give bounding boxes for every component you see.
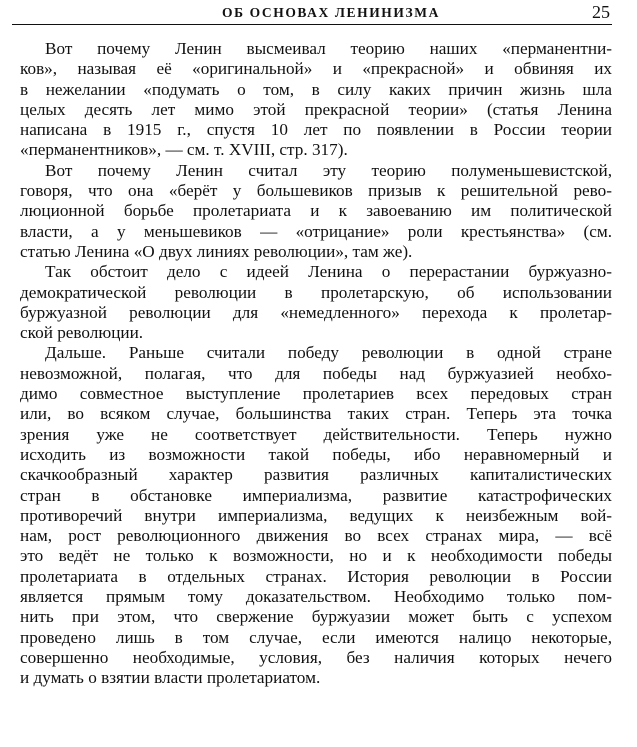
text-line: исходить из возможности такой победы, ибо неравномерный и [20, 444, 612, 464]
text-line: или, во всяком случае, большинства таких стран. Теперь эта точка [20, 404, 612, 424]
paragraph-2 [20, 161, 612, 262]
header-rule [12, 24, 612, 25]
text-line: статью Ленина «О двух линиях революции», там же). [20, 241, 413, 261]
text-line: люционной борьбе пролетариата и к завоеванию им политической [20, 201, 612, 221]
paragraph-4 [20, 343, 612, 688]
text-line: димо совместное выступление пролетариев всех передовых стран [20, 384, 612, 404]
text-line: проведено лишь в том случае, если имеются налицо некоторые, [20, 627, 612, 647]
text-line: Вот почему Ленин высмеивал теорию наших «перманентни- [45, 39, 612, 58]
page-number: 25 [592, 2, 610, 22]
text-line: стран в обстановке империализма, развитие катастрофических [20, 485, 612, 505]
paragraph-1 [20, 39, 612, 161]
body-text [20, 39, 612, 689]
text-line: ской революции. [20, 323, 144, 343]
text-line: это ведёт не только к возможности, но и к необходимости победы [20, 546, 612, 566]
paragraph-3 [20, 262, 612, 343]
text-line: ков», называя её «оригинальной» и «прекрасной» и обвиняя их [20, 59, 612, 79]
text-line: власти, а у меньшевиков — «отрицание» роли крестьянства» (см. [20, 221, 612, 241]
text-line: нам, рост революционного движения во всех странах мира, — всё [20, 526, 612, 546]
text-line: демократической революции в пролетарскую, об использовании [20, 282, 612, 302]
text-line: совершенно необходимые, условия, без наличия которых нечего [20, 647, 612, 667]
text-line: Дальше. Раньше считали победу революции в одной стране [45, 343, 612, 363]
text-line: «перманентников», — см. т. XVIII, стр. 317). [20, 140, 348, 160]
text-line: невозможной, полагая, что для победы над буржуазией необхо- [20, 363, 612, 383]
text-line: пролетариата в отдельных странах. История революции в России [20, 566, 612, 586]
text-line: является прямым тому доказательством. Необходимо только пом- [20, 587, 612, 607]
text-line: нить при этом, что свержение буржуазии может быть с успехом [20, 607, 612, 627]
text-line: в нежелании «подумать о том, в силу каких причин жизнь шла [20, 79, 612, 99]
running-title: ОБ ОСНОВАХ ЛЕНИНИЗМА [222, 5, 440, 20]
text-line: буржуазной революции для «немедленного» перехода к пролетар- [20, 302, 612, 322]
text-line: Так обстоит дело с идеей Ленина о перерастании буржуазно- [45, 262, 612, 282]
text-line: и думать о взятии власти пролетариатом. [20, 668, 321, 688]
text-line: скачкообразный характер развития различных капиталистических [20, 465, 612, 485]
text-line: противоречий внутри империализма, ведущих к неизбежным вой- [20, 505, 612, 525]
text-line: зрения уже не соответствует действительности. Теперь нужно [20, 424, 612, 444]
text-line: написана в 1915 г., спустя 10 лет по появлении в России теории [20, 120, 612, 140]
text-line: Вот почему Ленин считал эту теорию полуменьшевистской, [45, 160, 612, 180]
text-line: целых десять лет мимо этой прекрасной теории» (статья Ленина [20, 99, 612, 119]
running-head [0, 0, 637, 28]
text-line: говоря, что она «берёт у большевиков призыв к решительной рево- [20, 181, 612, 201]
